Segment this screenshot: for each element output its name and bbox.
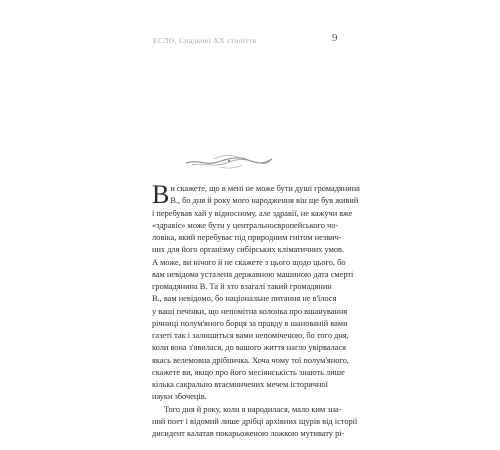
text-line: скажете ви, якщо про його месіянськість знають лише <box>152 367 345 377</box>
text-line: коли вона з'явилася, до вашого життя нагло увірвалася <box>152 343 346 353</box>
text-line: якась велемовна дрібничка. Хоча чому тої полум'яного, <box>152 355 349 365</box>
drop-cap: В <box>152 180 170 209</box>
text-line: «здравіє» може бути у центральноєвропейського чо- <box>152 220 339 230</box>
paragraph-1 <box>152 180 360 404</box>
text-line: В., бо дня й року мого народження він ще був живий <box>170 196 359 206</box>
text-line: дисидент калатав покарьоженою ложкою мутивату рі- <box>152 429 345 438</box>
text-line: кілька сакрально втаємничених мечем історичної <box>152 380 328 389</box>
page-number: 9 <box>332 32 338 44</box>
text-line: В., вам невідомо, бо національне питання не в'їлося <box>152 294 337 304</box>
text-line: и скажете, що в мені не може бути душі громадянина <box>170 184 360 193</box>
text-line: річниці полум'яного борця за правду в шанованій вами <box>152 318 348 328</box>
text-line: у ваші печінки, що непомітна колонка про вшанування <box>152 306 348 316</box>
text-line: громадянина В. Та й хто взагалі такий громадянин <box>152 282 332 291</box>
text-line: Того дня й року, коли я народилася, мало ким зна- <box>164 404 342 414</box>
paragraph-2 <box>152 404 358 441</box>
text-line: ний поет і відомий лише дрібці архівних щурів від історії <box>152 416 358 426</box>
text-line: газеті так і залишиться вами непоміченою, бо того дня, <box>152 331 349 340</box>
body-text <box>152 180 360 440</box>
text-line: і перебував хай у відносному, але здравії, не кажучи вже <box>152 208 353 218</box>
running-head: ЕСЛО. Спадкові ХХ століття <box>153 36 257 45</box>
text-line: вам невідома усталена державною машиною дата смерті <box>152 269 354 279</box>
text-line: ловіка, який перебуває під природним гнітом незвич- <box>152 233 342 242</box>
text-line: них для його організму сибірських кліматичних умов. <box>152 245 345 255</box>
text-line: А може, ви нічого й не скажете з цього щодо цього, бо <box>152 257 346 267</box>
flourish-ornament-icon <box>184 150 274 172</box>
text-line: науки збочеців. <box>152 392 207 402</box>
